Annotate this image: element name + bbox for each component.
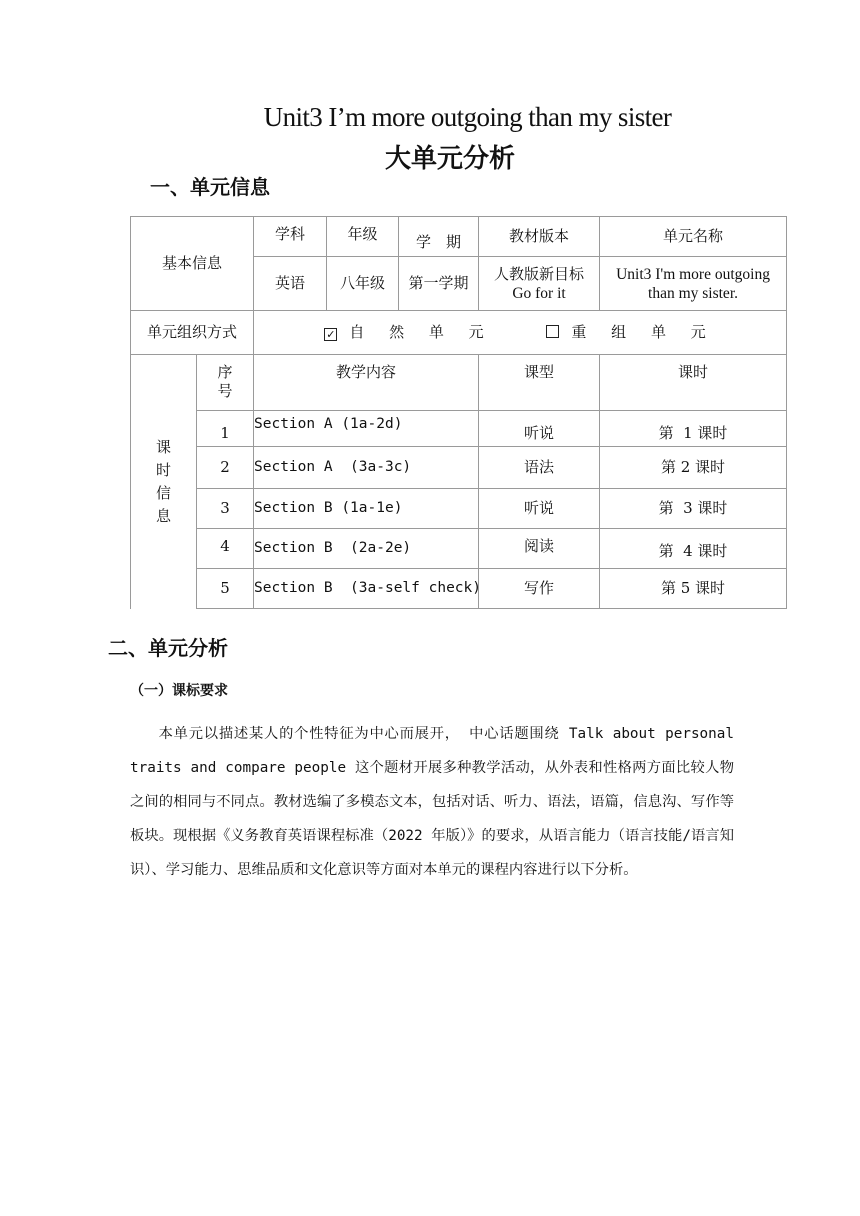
value-semester: 第一学期 — [399, 257, 479, 311]
header-period: 课时 — [600, 355, 787, 411]
header-semester: 学 期 — [399, 217, 479, 257]
header-textbook: 教材版本 — [479, 217, 600, 257]
unit-title-chinese: 大单元分析 — [384, 144, 515, 174]
table-row: 5 Section B (3a-self check) 写作 第 5 课时 — [131, 569, 787, 609]
table-row: 3 Section B (1a-1e) 听说 第 3 课时 — [131, 489, 787, 529]
value-unit-name: Unit3 I'm more outgoing than my sister. — [600, 257, 787, 311]
table-row: 1 Section A (1a-2d) 听说 第 1 课时 — [131, 411, 787, 447]
lesson-info-label: 课时信息 — [131, 355, 197, 609]
section-heading-unit-info: 一、单元信息 — [150, 175, 270, 199]
unit-info-table — [130, 216, 787, 609]
option-natural-unit[interactable]: ✓ 自 然 单 元 — [326, 323, 494, 341]
org-mode-label: 单元组织方式 — [131, 311, 254, 355]
unit-title-english: Unit3 I’m more outgoing than my sister — [263, 102, 672, 132]
table-row: 2 Section A (3a-3c) 语法 第 2 课时 — [131, 447, 787, 489]
section-heading-unit-analysis: 二、单元分析 — [108, 636, 228, 660]
header-content: 教学内容 — [254, 355, 479, 411]
analysis-paragraph: 本单元以描述某人的个性特征为中心而展开， 中心话题围绕 Talk about personal traits and compare people 这个题材开展多种教学活动，从外表和性格两方面比较人物之间的相同与不同点。教材选编了多模态文本，包括对话、听力、语法，语篇，信息沟、写作等板块。现根据《义务教育英语课程标准（2022 年版）》的要求，从语言能力（语言技能/语言知识）、学习能力、思维品质和文化意识等方面对本单元的课程内容进行以下分析。 — [130, 726, 734, 878]
checked-box-icon: ✓ — [326, 328, 336, 341]
header-subject: 学科 — [254, 217, 327, 257]
header-grade: 年级 — [327, 217, 399, 257]
option-regrouped-unit[interactable]: 重 组 单 元 — [546, 323, 715, 342]
org-mode-options — [254, 311, 787, 355]
value-grade: 八年级 — [327, 257, 399, 311]
value-textbook: 人教版新目标 Go for it — [479, 257, 600, 311]
table-row: 4 Section B (2a-2e) 阅读 第 4 课时 — [131, 529, 787, 569]
value-subject: 英语 — [254, 257, 327, 311]
header-number: 序号 — [197, 355, 254, 411]
unchecked-box-icon — [546, 325, 559, 338]
subsection-heading-curriculum: （一）课标要求 — [130, 683, 228, 699]
header-unit-name: 单元名称 — [600, 217, 787, 257]
header-lesson-type: 课型 — [479, 355, 600, 411]
basic-info-label: 基本信息 — [131, 217, 254, 311]
